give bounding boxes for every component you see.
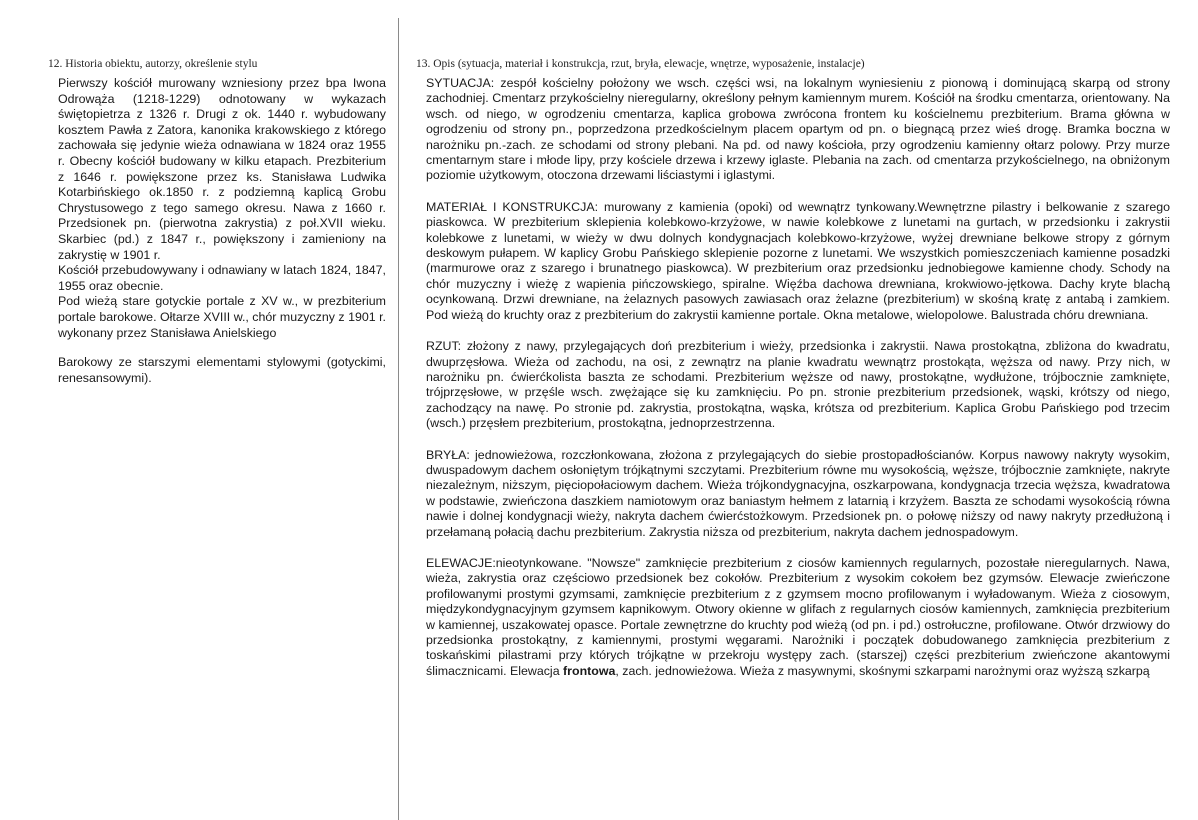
section-13-body — [426, 76, 1170, 679]
style-paragraph: Barokowy ze starszymi elementami stylowymi (gotyckimi, renesansowymi). — [58, 355, 386, 385]
section-13-heading: 13. Opis (sytuacja, materiał i konstrukcja, rzut, bryła, elewacje, wnętrze, wyposażenie, instalacje) — [416, 58, 865, 70]
sytuacja-paragraph: SYTUACJA: zespół kościelny położony we wsch. części wsi, na lokalnym wyniesieniu z pionową i dominującą skarpą od strony zachodniej. Cmentarz przykościelny nieregularny, określony pełnym kamiennym murem. Kościół na środku cmentarza, orientowany. Na wsch. od niego, w ogrodzeniu cmentarza, kaplica grobowa zwrócona frontem ku kościelnemu prezbiterium. Brama główna w ogrodzeniu od strony pn., poprzedzona przedkościelnym placem opartym od pn. o biegnącą przez wieś drogę. Bramka boczna w narożniku pn.-zach. ze schodami od strony plebani. Na pd. od nawy kościoła, przy ogrodzeniu kamienny ołtarz polowy. Przy murze cmentarnym stare i młode lipy, przy kościele drzewa i krzewy iglaste. Plebania na zach. od cmentarza przykościelnego, na obniżonym poziomie użytkowym, otoczona drzewami liściastymi i iglastymi. — [426, 76, 1170, 183]
left-column — [48, 58, 388, 386]
history-paragraph-2: Kościół przebudowywany i odnawiany w latach 1824, 1847, 1955 oraz obecnie. — [58, 263, 386, 293]
elewacje-paragraph — [426, 556, 1170, 679]
elewacje-text: ELEWACJE:nieotynkowane. "Nowsze" zamknięcie prezbiterium z ciosów kamiennych regularnych, pozostałe nieregularnych. Nawa, wieża, zakrystia oraz częściowo przedsionek bez cokołów. Prezbiterium z wysokim cokołem bez gzymsów. Elewacje zwieńczone profilowanymi prostymi gzymsami, zamknięcie prezbiterium z z gzymsem mocno profilowanym i wyładowanym. Wieża z ciosowym, międzykondygnacyjnym gzymsem kapnikowym. Otwory okienne w glifach z regularnych ciosów kamiennych, zamknięcia prezbiterium w kamiennej, uszakowatej opasce. Portale zewnętrzne do kruchty pod wieżą (od pn. i pd.) ostrołuczne, profilowane. Otwór drzwiowy do przedsionka prostokątny, z kamiennymi, prostymi węgarami. Narożniki i początek dobudowanego zamknięcia prezbiterium z toskańskimi pilastrami przy których trójkątne w przekroju występy zach. (starszej) części prezbiterium zwieńczone akantowymi ślimacznicami. Elewacja — [426, 555, 1170, 678]
right-column — [416, 58, 1170, 679]
material-paragraph: MATERIAŁ I KONSTRUKCJA: murowany z kamienia (opoki) od wewnątrz tynkowany.Wewnętrzne pilastry i belkowanie z szarego piaskowca. W prezbiterium sklepienia kolebkowo-krzyżowe, w nawie kolebkowe z lunetami na gurtach, w przedsionku i zakrystii kolebkowe z lunetami, w wieży w dwu dolnych kondygnacjach kolebkowo-krzyżowe, wyżej drewniane belkowe stropy z górnym deskowym pułapem. W kaplicy Grobu Pańskiego sklepienie pozorne z lunetami. We wszystkich pomieszczeniach kamienne posadzki (marmurowe oraz z szarego i brunatnego piaskowca). W prezbiterium oraz przedsionku jednobiegowe kamienne chody. Schody na chór muzyczny i wieżę z wapienia pińczowskiego, spiralne. Więźba dachowa drewniana, krokwiowo-jętkowa. Dachy kryte blachą ocynkowaną. Drzwi drewniane, na żelaznych pasowych zawiasach oraz żelazne (prezbiterium) w skośną kratę z antabą i zamkiem. Pod wieżą do kruchty oraz z prezbiterium do zakrystii kamienne portale. Okna metalowe, wielopolowe. Balustrada chóru drewniana. — [426, 199, 1170, 322]
elewacje-tail: , zach. jednowieżowa. Wieża z masywnymi, skośnymi szkarpami narożnymi oraz wyższą szkarpą — [615, 663, 1150, 678]
column-divider — [398, 18, 399, 820]
history-paragraph-3: Pod wieżą stare gotyckie portale z XV w., w prezbiterium portale barokowe. Ołtarze XVIII w., chór muzyczny z 1901 r. wykonany przez Stanisława Anielskiego — [58, 294, 386, 340]
section-12-body — [58, 76, 386, 386]
elewacje-bold-word: frontowa — [563, 663, 616, 678]
rzut-paragraph: RZUT: złożony z nawy, przylegających doń prezbiterium i wieży, przedsionka i zakrystii. Nawa prostokątna, zbliżona do kwadratu, dwuprzęsłowa. Wieża od zachodu, na osi, z zewnątrz na planie kwadratu wewnątrz prostokąta, węższa od nawy. Przy nich, w narożniku pn. ćwierćkolista baszta ze schodami. Prezbiterium węższe od nawy, prostokątne, wydłużone, trójbocznie zamknięte, trójprzęsłowe, w przęśle wsch. zwężające się ku zamknięciu. Po pn. stronie prezbiterium przedsionek, wąski, krótszy od niego, zachodzący na nawę. Po stronie pd. zakrystia, prostokątna, wąska, krótsza od prezbiterium. Kaplica Grobu Pańskiego pod trzecim (wsch.) przęsłem prezbiterium, prostokątna, jednoprzestrzenna. — [426, 339, 1170, 431]
history-paragraph-1: Pierwszy kościół murowany wzniesiony przez bpa Iwona Odrowąża (1218-1229) odnotowany w wykazach świętopietrza z 1326 r. Drugi z ok. 1440 r. wybudowany kosztem Pawła z Zatora, kanonika krakowskiego z którego zachowała się jedynie wieża odnawiana w 1824 oraz 1955 r. Obecny kościół budowany w kilku etapach. Prezbiterium z 1646 r. powiększone przez ks. Stanisława Ludwika Kotarbińskiego ok.1850 r. z podziemną kaplicą Grobu Chrystusowego z tego samego okresu. Nawa z 1660 r. Przedsionek pn. (pierwotna zakrystia) z poł.XVII wieku. Skarbiec (pd.) z 1847 r., powiększony i zamieniony na zakrystię w 1901 r. — [58, 76, 386, 262]
section-12-heading: 12. Historia obiektu, autorzy, określenie stylu — [48, 58, 258, 70]
bryla-paragraph: BRYŁA: jednowieżowa, rozczłonkowana, złożona z przylegających do siebie prostopadłościanów. Korpus nawowy nakryty wysokim, dwuspadowym dachem osłoniętym trójkątnymi szczytami. Prezbiterium równe mu wysokością, węższe, trójbocznie zamknięte, nakryte niezależnym, niższym, pięciopołaciowym dachem. Wieża trójkondygnacyjna, oszkarpowana, kondygnacja trzecia węższa, kwadratowa w podstawie, zwieńczona daszkiem namiotowym oraz baniastym hełmem z latarnią i krzyżem. Baszta ze schodami wysokością równa nawie i dolnej kondygnacji wieży, nakryta dachem ćwierćstożkowym. Przedsionek pn. o połowę niższy od nawy nakryty przedłużoną i przełamaną połacią dachu prezbiterium. Zakrystia niższa od prezbiterium, nakryta dachem jednospadowym. — [426, 447, 1170, 539]
